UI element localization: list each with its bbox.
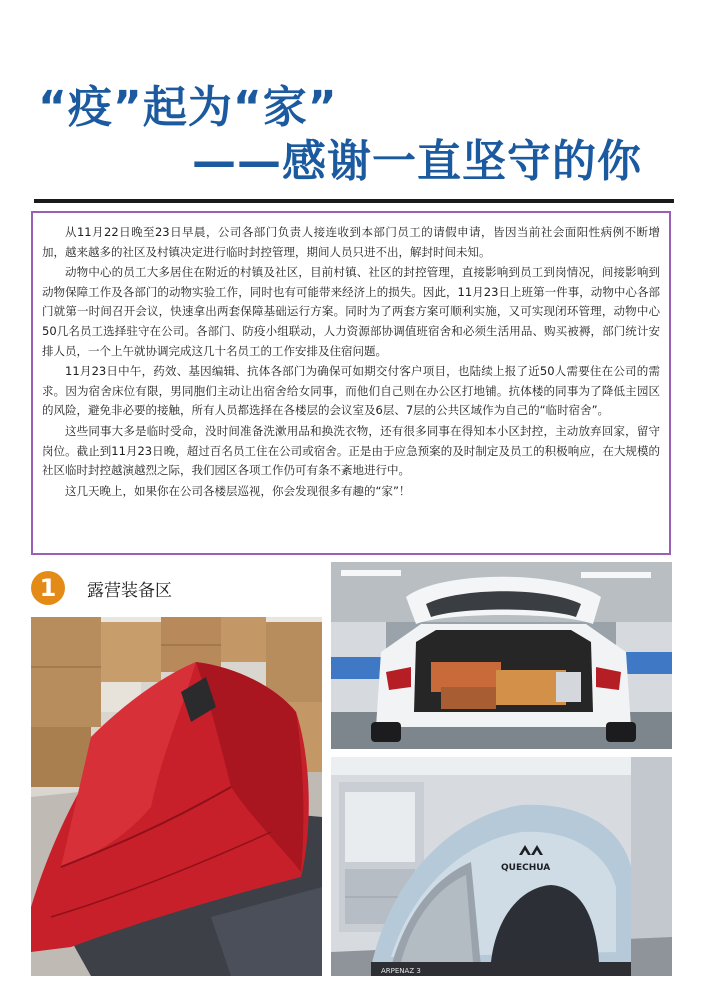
- section-number-badge: 1: [31, 571, 65, 605]
- article-paragraph: 这几天晚上，如果你在公司各楼层巡视，你会发现很多有趣的“家”！: [65, 483, 411, 498]
- car-trunk-photo: [331, 562, 672, 749]
- blue-tent-photo: [331, 757, 672, 976]
- page-title-line-2: ——感谢一直坚守的你: [192, 136, 642, 187]
- section-heading: [31, 568, 172, 608]
- section-title: 露营装备区: [87, 580, 172, 601]
- tent-model-label: ARPENAZ 3: [381, 967, 421, 975]
- tent-brand-label: QUECHUA: [501, 863, 551, 873]
- article-paragraph: 动物中心的员工大多居住在附近的村镇及社区，目前村镇、社区的封控管理，直接影响到员工到岗情况，间接影响到动物保障工作及各部门的动物实验工作，同时也有可能带来经济上的损失。因此，11月23日上班第一件事，动物中心各部门就第一时间召开会议，快速拿出两套保障基础运行方案。同时为了两套方案可顺利实施，又可实现闭环管理，动物中心50几名员工选择驻守在公司。各部门、防疫小组联动，人力资源部协调值班宿舍和必须生活用品、购买被褥，部门统计安排人员，一个上午就协调完成这几十名员工的工作安排及住宿问题。: [42, 265, 660, 358]
- article-box: [31, 211, 671, 555]
- red-tent-photo: [31, 617, 322, 976]
- article-paragraph: 11月23日中午，药效、基因编辑、抗体各部门为确保可如期交付客户项目，也陆续上报了近50人需要住在公司的需求。因为宿舍床位有限，男同胞们主动让出宿舍给女同事，而他们自己则在办公区打地铺。抗体楼的同事为了降低主园区的风险，避免非必要的接触，所有人员都选择在各楼层的会议室及6层、7层的公共区域作为自己的“临时宿舍”。: [42, 364, 660, 418]
- article-paragraph: 从11月22日晚至23日早晨，公司各部门负责人接连收到本部门员工的请假申请，皆因当前社会面阳性病例不断增加，越来越多的社区及村镇决定进行临时封控管理，期间人员只进不出，解封时间未知。: [42, 225, 660, 259]
- page-title-line-1: “疫”起为“家”: [38, 82, 338, 133]
- article-paragraph: 这些同事大多是临时受命，没时间准备洗漱用品和换洗衣物，还有很多同事在得知本小区封控，主动放弃回家，留守岗位。截止到11月23日晚，超过百名员工住在公司或宿舍。正是由于应急预案的及时制定及员工的积极响应，在大规模的社区临时封控越演越烈之际，我们园区各项工作仍可有条不紊地进行中。: [42, 423, 660, 478]
- title-divider: [34, 199, 674, 203]
